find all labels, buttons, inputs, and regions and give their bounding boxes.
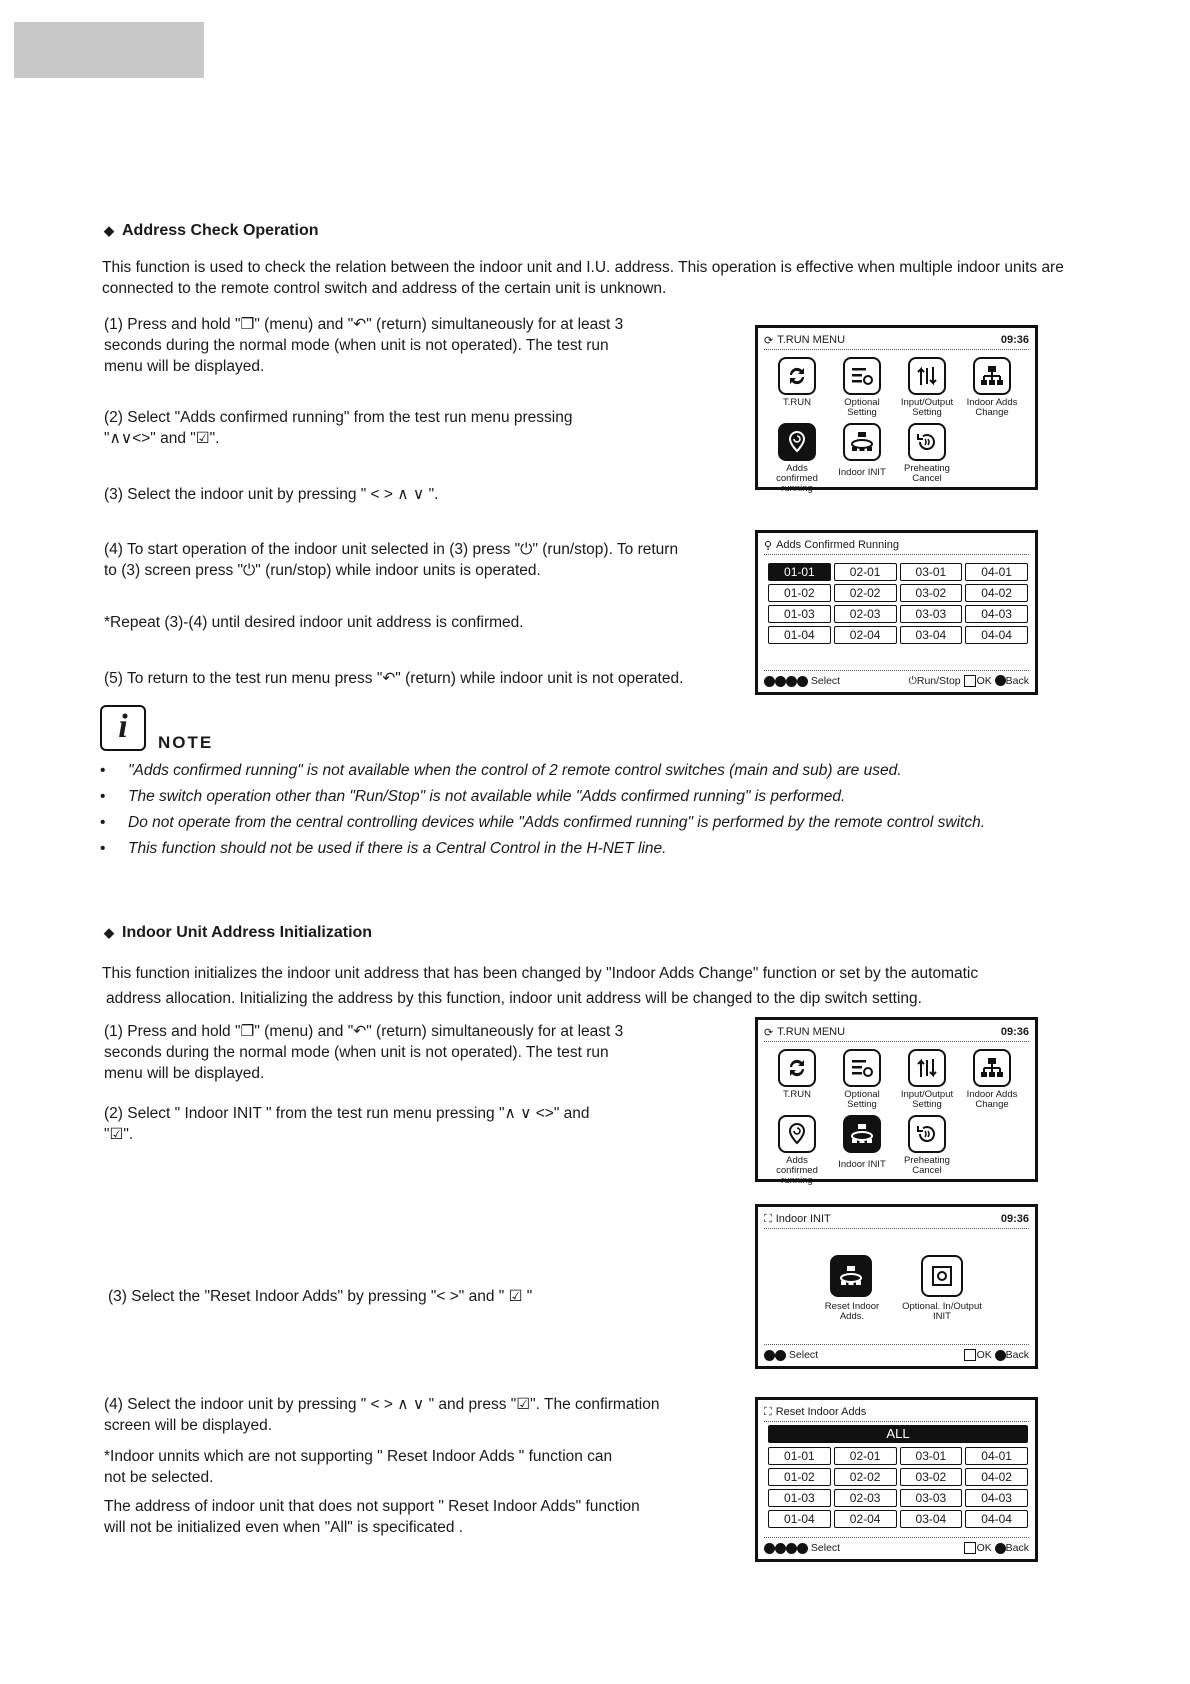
section2-intro: This function initializes the indoor unit address that has been changed by "Indoor Adds Change" function or set by the automatic address allocation. Initializing the address by this function, indoor unit address will be changed to the dip switch setting. bbox=[102, 965, 979, 1007]
address-cell[interactable]: 03-02 bbox=[900, 1468, 963, 1486]
trun-icon[interactable] bbox=[778, 1049, 816, 1087]
address-cell[interactable]: 02-01 bbox=[834, 1447, 897, 1465]
power-icon: ⏻ bbox=[908, 674, 917, 687]
address-cell[interactable]: 04-04 bbox=[965, 626, 1028, 644]
address-cell[interactable]: 03-03 bbox=[900, 605, 963, 623]
optional-setting-icon[interactable] bbox=[843, 1049, 881, 1087]
address-cell[interactable]: 02-02 bbox=[834, 1468, 897, 1486]
refresh-icon: ⟳ bbox=[764, 1026, 774, 1039]
address-cell[interactable]: 04-03 bbox=[965, 1489, 1028, 1507]
section1-step2: (2) Select "Adds confirmed running" from the test run menu pressing "∧∨<>" and "☑". bbox=[104, 409, 573, 447]
clock: 09:36 bbox=[1000, 334, 1029, 346]
section1-step1: (1) Press and hold "❐" (menu) and "↶" (return) simultaneously for at least 3 seconds during the normal mode (when unit is not operated). The test run menu will be displayed. bbox=[104, 316, 624, 375]
indoor-adds-change-icon[interactable] bbox=[973, 357, 1011, 395]
section2-heading: ◆ Indoor Unit Address Initialization bbox=[104, 924, 373, 941]
adds-screen-footer: Select ⏻Run/Stop OK Back bbox=[764, 670, 1029, 689]
trun-menu-titlebar: ⟳ T.RUN MENU 09:36 bbox=[764, 331, 1029, 350]
address-cell[interactable]: 02-03 bbox=[834, 605, 897, 623]
preheating-cancel-icon[interactable] bbox=[908, 1115, 946, 1153]
note-item: • "Adds confirmed running" is not available when the control of 2 remote control switches (main and sub) are used. bbox=[100, 762, 902, 779]
address-cell[interactable]: 01-02 bbox=[768, 1468, 831, 1486]
address-cell[interactable]: 02-04 bbox=[834, 626, 897, 644]
input-output-icon[interactable] bbox=[908, 357, 946, 395]
diamond-bullet-icon: ◆ bbox=[104, 223, 114, 238]
address-cell[interactable]: 01-04 bbox=[768, 626, 831, 644]
back-icon bbox=[995, 1543, 1006, 1554]
indoor-init-titlebar: ⛶ Indoor INIT 09:36 bbox=[764, 1210, 1029, 1229]
menu-label-preheating: Preheating Cancel bbox=[904, 1155, 950, 1176]
indoor-init-icon[interactable] bbox=[843, 423, 881, 461]
address-cell[interactable]: 02-04 bbox=[834, 1510, 897, 1528]
reset-indoor-adds-icon[interactable] bbox=[830, 1255, 872, 1297]
address-cell[interactable]: 02-02 bbox=[834, 584, 897, 602]
menu-label-trun: T.RUN bbox=[783, 397, 811, 408]
section1-repeat: *Repeat (3)-(4) until desired indoor unit address is confirmed. bbox=[104, 614, 524, 631]
adds-confirmed-running-icon[interactable] bbox=[778, 1115, 816, 1153]
trun-menu-screen-1 bbox=[755, 325, 1038, 494]
section1-step4: (4) To start operation of the indoor unit selected in (3) press "⏻" (run/stop). To return to (3) screen press "⏻" (run/stop) while indoor units is operated. bbox=[104, 541, 679, 579]
pin-icon: ⚲ bbox=[764, 539, 773, 552]
address-cell[interactable]: 01-01 bbox=[768, 563, 831, 581]
refresh-icon: ⟳ bbox=[764, 334, 774, 347]
section2-step2: (2) Select " Indoor INIT " from the test run menu pressing "∧ ∨ <>" and "☑". bbox=[104, 1105, 590, 1143]
adds-confirmed-screen bbox=[755, 530, 1038, 695]
trun-icon[interactable] bbox=[778, 357, 816, 395]
section1-intro: This function is used to check the relation between the indoor unit and I.U. address. This operation is effective when multiple indoor units are connected to the remote control switch and address of the certain unit is unknown. bbox=[102, 259, 1064, 297]
adds-screen-titlebar: ⚲ Adds Confirmed Running bbox=[764, 536, 1029, 555]
network-icon: ⛶ bbox=[764, 1405, 772, 1418]
address-cell[interactable]: 04-04 bbox=[965, 1510, 1028, 1528]
indoor-adds-change-icon[interactable] bbox=[973, 1049, 1011, 1087]
menu-label-adds-confirmed: Adds confirmed running bbox=[776, 1155, 818, 1186]
menu-label-io: Input/Output Setting bbox=[900, 1089, 954, 1110]
check-icon bbox=[964, 1542, 976, 1554]
reset-screen-footer: Select OK Back bbox=[764, 1537, 1029, 1556]
note-title: NOTE bbox=[158, 733, 214, 752]
clock: 09:36 bbox=[1000, 1026, 1029, 1038]
check-icon bbox=[964, 675, 976, 687]
reset-indoor-adds-screen bbox=[755, 1397, 1038, 1562]
menu-label-io: Input/Output Setting bbox=[900, 397, 954, 418]
init-screen-footer: Select OK Back bbox=[764, 1344, 1029, 1363]
note-item: • The switch operation other than "Run/Stop" is not available while "Adds confirmed running" is performed. bbox=[100, 788, 846, 805]
menu-label-adds-change: Indoor Adds Change bbox=[966, 1089, 1018, 1110]
adds-confirmed-running-icon[interactable] bbox=[778, 423, 816, 461]
back-icon bbox=[995, 1350, 1006, 1361]
check-icon bbox=[964, 1349, 976, 1361]
option-label-io-init: Optional. In/Output INIT bbox=[902, 1301, 982, 1322]
address-cell[interactable]: 03-03 bbox=[900, 1489, 963, 1507]
optional-setting-icon[interactable] bbox=[843, 357, 881, 395]
back-icon bbox=[995, 675, 1006, 686]
address-cell[interactable]: 04-03 bbox=[965, 605, 1028, 623]
section2-step1: (1) Press and hold "❐" (menu) and "↶" (return) simultaneously for at least 3 seconds during the normal mode (when unit is not operated). The test run menu will be displayed. bbox=[104, 1023, 624, 1082]
address-cell[interactable]: 03-02 bbox=[900, 584, 963, 602]
header-tab-block bbox=[14, 22, 204, 78]
address-cell[interactable]: 04-01 bbox=[965, 1447, 1028, 1465]
menu-label-adds-confirmed: Adds confirmed running bbox=[776, 463, 818, 494]
address-cell[interactable]: 01-04 bbox=[768, 1510, 831, 1528]
input-output-icon[interactable] bbox=[908, 1049, 946, 1087]
section2-step3: (3) Select the "Reset Indoor Adds" by pressing "< >" and " ☑ " bbox=[108, 1288, 533, 1305]
address-cell[interactable]: 04-02 bbox=[965, 1468, 1028, 1486]
menu-label-indoor-init: Indoor INIT bbox=[838, 467, 886, 478]
menu-label-trun: T.RUN bbox=[783, 1089, 811, 1100]
trun-menu-screen-2 bbox=[755, 1017, 1038, 1186]
section2-not-initialized: The address of indoor unit that does not support " Reset Indoor Adds" function will not be initialized even when "All" is specificated . bbox=[104, 1498, 640, 1536]
address-cell[interactable]: 02-01 bbox=[834, 563, 897, 581]
reset-screen-titlebar: ⛶ Reset Indoor Adds bbox=[764, 1403, 1029, 1422]
menu-label-indoor-init: Indoor INIT bbox=[838, 1159, 886, 1170]
menu-label-optional: Optional Setting bbox=[844, 397, 880, 418]
note-item: • This function should not be used if there is a Central Control in the H-NET line. bbox=[100, 840, 667, 857]
all-option[interactable]: ALL bbox=[768, 1425, 1028, 1443]
address-grid bbox=[768, 1447, 1028, 1528]
address-grid bbox=[768, 563, 1028, 644]
preheating-cancel-icon[interactable] bbox=[908, 423, 946, 461]
option-label-reset: Reset Indoor Adds. bbox=[824, 1301, 880, 1322]
address-cell[interactable]: 04-02 bbox=[965, 584, 1028, 602]
menu-label-preheating: Preheating Cancel bbox=[904, 463, 950, 484]
menu-label-adds-change: Indoor Adds Change bbox=[966, 397, 1018, 418]
address-cell[interactable]: 04-01 bbox=[965, 563, 1028, 581]
clock: 09:36 bbox=[1000, 1213, 1029, 1225]
optional-io-init-icon[interactable] bbox=[921, 1255, 963, 1297]
diamond-bullet-icon: ◆ bbox=[104, 925, 114, 940]
trun-menu-titlebar: ⟳ T.RUN MENU 09:36 bbox=[764, 1023, 1029, 1042]
address-cell[interactable]: 03-01 bbox=[900, 563, 963, 581]
address-cell[interactable]: 01-02 bbox=[768, 584, 831, 602]
note-item: • Do not operate from the central controlling devices while "Adds confirmed running" is performed by the remote control switch. bbox=[100, 814, 986, 831]
address-cell[interactable]: 02-03 bbox=[834, 1489, 897, 1507]
indoor-init-icon[interactable] bbox=[843, 1115, 881, 1153]
address-cell[interactable]: 01-03 bbox=[768, 1489, 831, 1507]
note-list bbox=[100, 758, 1100, 862]
address-cell[interactable]: 01-01 bbox=[768, 1447, 831, 1465]
section1-step5: (5) To return to the test run menu press "↶" (return) while indoor unit is not operated. bbox=[104, 670, 684, 687]
section2-step4: (4) Select the indoor unit by pressing " < > ∧ ∨ " and press "☑". The confirmation screen will be displayed. bbox=[104, 1396, 660, 1434]
address-cell[interactable]: 03-04 bbox=[900, 1510, 963, 1528]
section2-not-supporting: *Indoor unnits which are not supporting " Reset Indoor Adds " function can not be selected. bbox=[104, 1448, 613, 1486]
indoor-init-screen bbox=[755, 1204, 1038, 1369]
address-cell[interactable]: 03-01 bbox=[900, 1447, 963, 1465]
address-cell[interactable]: 03-04 bbox=[900, 626, 963, 644]
section1-heading: ◆ Address Check Operation bbox=[104, 222, 319, 239]
menu-label-optional: Optional Setting bbox=[844, 1089, 880, 1110]
network-icon: ⛶ bbox=[764, 1212, 772, 1225]
section1-step3: (3) Select the indoor unit by pressing " < > ∧ ∨ ". bbox=[104, 486, 439, 503]
address-cell[interactable]: 01-03 bbox=[768, 605, 831, 623]
info-icon: i bbox=[100, 705, 146, 751]
